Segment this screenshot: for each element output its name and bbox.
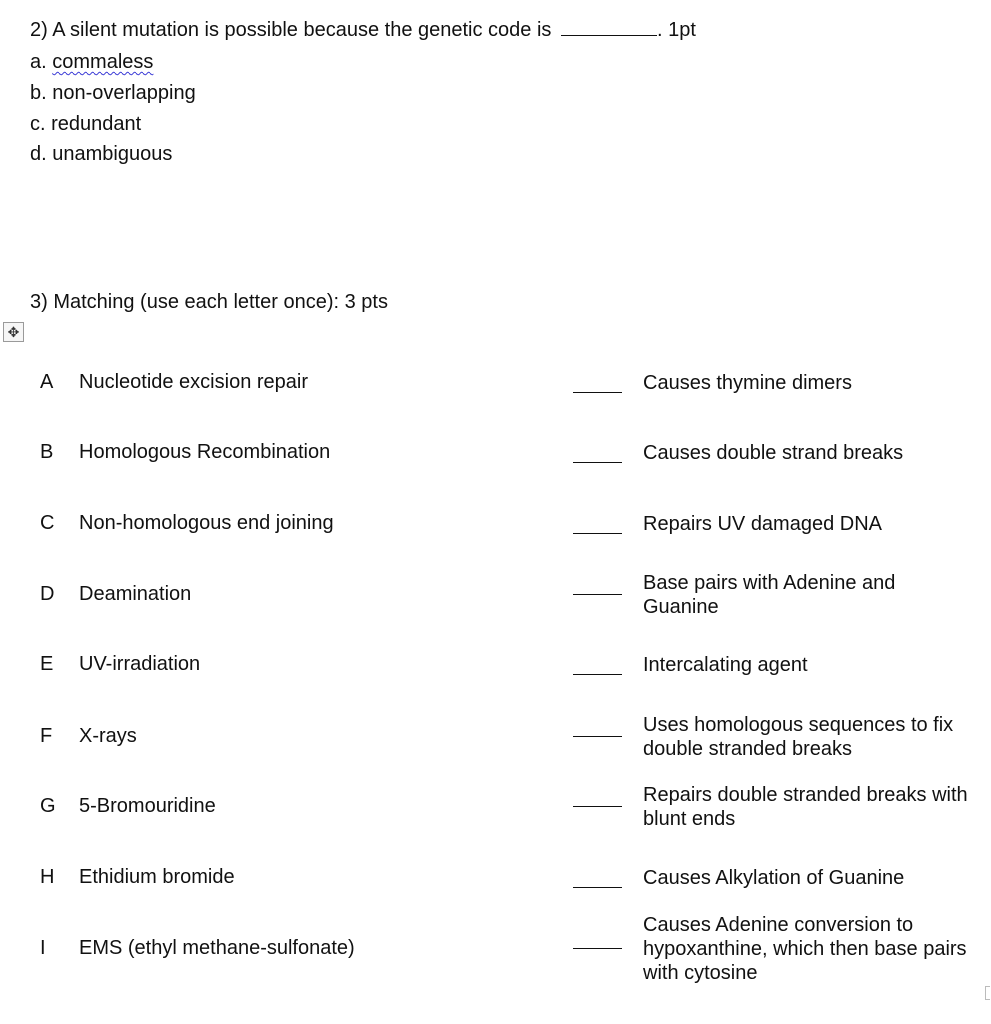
match-description: Uses homologous sequences to fix double stranded breaks	[643, 713, 954, 760]
option-text-misspelled: commaless	[52, 51, 154, 73]
match-term: Deamination	[79, 583, 192, 605]
match-term: Nucleotide excision repair	[79, 371, 309, 393]
match-answer-blank[interactable]	[573, 392, 622, 393]
match-term: UV-irradiation	[79, 653, 201, 675]
option-text: redundant	[51, 113, 142, 135]
matching-row	[0, 488, 991, 559]
option-prefix: b.	[30, 82, 53, 104]
match-answer-blank[interactable]	[573, 948, 622, 949]
match-answer-blank[interactable]	[573, 806, 622, 807]
match-term: Ethidium bromide	[79, 866, 235, 888]
match-description: Causes Alkylation of Guanine	[643, 866, 905, 889]
match-answer-blank[interactable]	[573, 594, 622, 595]
points-label: . 1pt	[657, 19, 696, 41]
match-description: Repairs UV damaged DNA	[643, 512, 882, 535]
match-description: Causes thymine dimers	[643, 371, 852, 394]
text-cursor-icon	[985, 986, 990, 1000]
option-a	[30, 50, 153, 74]
match-description: Causes double strand breaks	[643, 441, 904, 464]
option-prefix: a.	[30, 51, 53, 73]
match-term: Non-homologous end joining	[79, 512, 334, 534]
match-letter: E	[40, 653, 54, 675]
match-description: Causes Adenine conversion to hypoxanthine, which then base pairs with cytosine	[643, 913, 967, 984]
option-d	[30, 142, 172, 166]
matching-row	[0, 417, 991, 488]
question-2-prompt	[30, 18, 696, 42]
match-answer-blank[interactable]	[573, 462, 622, 463]
matching-row	[0, 559, 991, 630]
match-answer-blank[interactable]	[573, 736, 622, 737]
matching-row	[0, 701, 991, 772]
match-term: Homologous Recombination	[79, 441, 331, 463]
match-letter: H	[40, 866, 55, 888]
matching-row	[0, 842, 991, 913]
move-arrows-icon[interactable]: ✥	[3, 322, 24, 342]
question-3-prompt: 3) Matching (use each letter once): 3 pts	[30, 291, 388, 313]
match-answer-blank[interactable]	[573, 533, 622, 534]
match-description: Repairs double stranded breaks with blunt ends	[643, 783, 968, 830]
match-letter: D	[40, 583, 55, 605]
matching-row	[0, 771, 991, 842]
matching-row	[0, 913, 991, 984]
match-letter: G	[40, 795, 56, 817]
match-letter: B	[40, 441, 54, 463]
match-answer-blank[interactable]	[573, 674, 622, 675]
match-term: EMS (ethyl methane-sulfonate)	[79, 937, 355, 959]
match-description: Base pairs with Adenine and Guanine	[643, 571, 896, 618]
matching-row	[0, 347, 991, 418]
match-answer-blank[interactable]	[573, 887, 622, 888]
match-term: X-rays	[79, 725, 137, 747]
match-letter: F	[40, 725, 53, 747]
option-c	[30, 112, 141, 136]
option-prefix: d.	[30, 143, 53, 165]
match-letter: C	[40, 512, 55, 534]
matching-row	[0, 629, 991, 700]
option-prefix: c.	[30, 113, 52, 135]
match-description: Intercalating agent	[643, 653, 808, 676]
prompt-text: 2) A silent mutation is possible because the genetic code is	[30, 19, 552, 41]
option-text: non-overlapping	[52, 82, 196, 104]
option-text: unambiguous	[52, 143, 173, 165]
match-letter: A	[40, 371, 54, 393]
match-term: 5-Bromouridine	[79, 795, 216, 817]
option-b	[30, 81, 196, 105]
answer-blank[interactable]	[561, 19, 657, 36]
match-letter: I	[40, 937, 46, 959]
